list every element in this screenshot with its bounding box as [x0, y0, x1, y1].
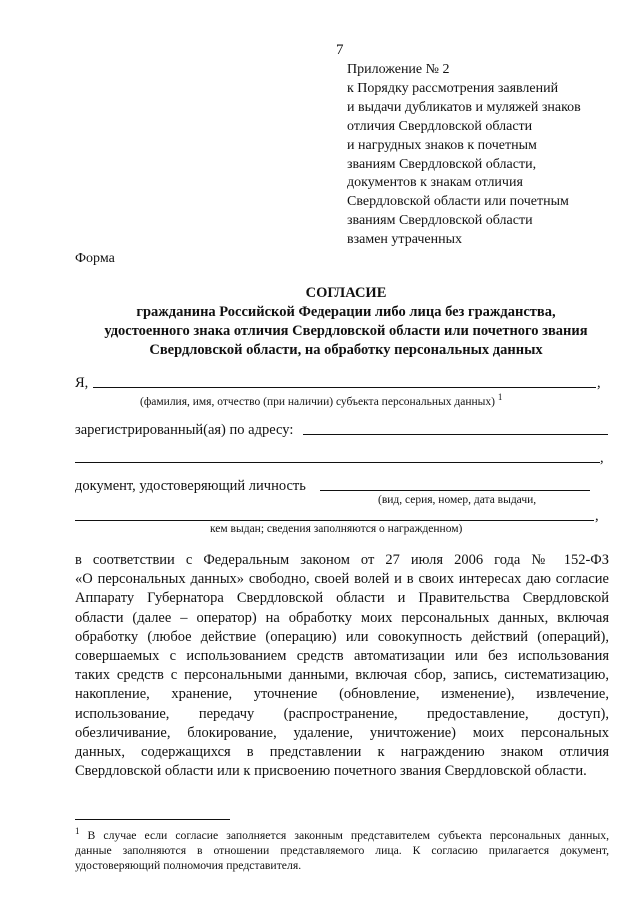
appendix-line: званиям Свердловской области, [347, 156, 537, 172]
appendix-line: званиям Свердловской области [347, 213, 533, 229]
address-comma: , [600, 450, 604, 466]
appendix-line: Свердловской области или почетным [347, 194, 569, 210]
address-input-line-1[interactable] [303, 420, 608, 435]
name-caption [140, 392, 502, 408]
body-line: Свердловской области или к присвоению почетного звания Свердловской области. [75, 763, 587, 780]
document-caption-2: кем выдан; сведения заполняются о награжденном) [210, 523, 463, 535]
form-label: Форма [75, 251, 115, 266]
address-input-line-2[interactable] [75, 448, 600, 463]
name-prefix: Я, [75, 375, 89, 391]
document-heading: СОГЛАСИЕ [305, 285, 387, 301]
appendix-header [347, 61, 581, 250]
title-line: гражданина Российской Федерации либо лица без гражданства, [136, 304, 556, 320]
footnote-divider [75, 819, 230, 820]
appendix-line: и выдачи дубликатов и муляжей знаков [347, 99, 581, 115]
title-line: Свердловской области, на обработку персональных данных [149, 342, 543, 358]
body-line: области (далее – оператор) на обработку моих персональных данных, включая [75, 609, 609, 626]
footnote-text: В случае если согласие заполняется законным представителем субъекта персональных данных, [87, 828, 610, 842]
body-line: использование, передачу (распространение, предоставление, доступ), [75, 705, 609, 722]
appendix-line: отличия Свердловской области [347, 118, 533, 134]
footnote-line [75, 824, 609, 843]
body-line: «О персональных данных» свободно, своей волей и в своих интересах даю согласие [75, 571, 609, 588]
footnote-line: данные заполняются в отношении представляемого лица. К согласию прилагается документ, [75, 843, 609, 857]
document-caption-1: (вид, серия, номер, дата выдачи, [378, 494, 537, 506]
document-comma: , [595, 508, 599, 524]
body-line: Аппарату Губернатора Свердловской области и Правительства Свердловской [75, 590, 609, 607]
title-line: удостоенного знака отличия Свердловской области или почетного звания [104, 323, 588, 339]
name-input-line[interactable] [93, 373, 596, 388]
appendix-line: взамен утраченных [347, 232, 463, 248]
body-line: данных, содержащихся в представлении к награждению знаком отличия [75, 744, 609, 761]
footnote-mark: 1 [497, 392, 503, 402]
body-line: таких средств с персональными данными, включая сбор, запись, систематизацию, [75, 667, 609, 684]
footnote-number: 1 [75, 826, 80, 836]
body-line: обезличивание, блокирование, удаление, уничтожение) моих персональных [75, 724, 609, 741]
address-label: зарегистрированный(ая) по адресу: [75, 422, 294, 438]
appendix-line: к Порядку рассмотрения заявлений [347, 80, 559, 96]
page-number: 7 [336, 42, 344, 58]
appendix-line: Приложение № 2 [347, 62, 450, 77]
footnote-line: удостоверяющий полномочия представителя. [75, 858, 302, 872]
body-line: накопление, хранение, уточнение (обновление, изменение), извлечение, [75, 686, 609, 703]
appendix-line: документов к знакам отличия [347, 175, 523, 191]
name-caption-text: (фамилия, имя, отчество (при наличии) субъекта персональных данных) [140, 395, 495, 408]
body-line: совершаемых с использованием средств автоматизации или без использования [75, 648, 609, 665]
document-label: документ, удостоверяющий личность [75, 478, 306, 494]
body-line: в соответствии с Федеральным законом от 27 июля 2006 года № 152-ФЗ [75, 552, 609, 568]
appendix-line: и нагрудных знаков к почетным [347, 137, 537, 153]
consent-body [75, 551, 609, 781]
name-comma: , [597, 375, 601, 391]
document-input-line-2[interactable] [75, 506, 594, 521]
footnote [75, 824, 609, 873]
document-input-line-1[interactable] [320, 476, 590, 491]
body-line: обработку (любое действие (операцию) или совокупность действий (операций), [75, 628, 609, 645]
